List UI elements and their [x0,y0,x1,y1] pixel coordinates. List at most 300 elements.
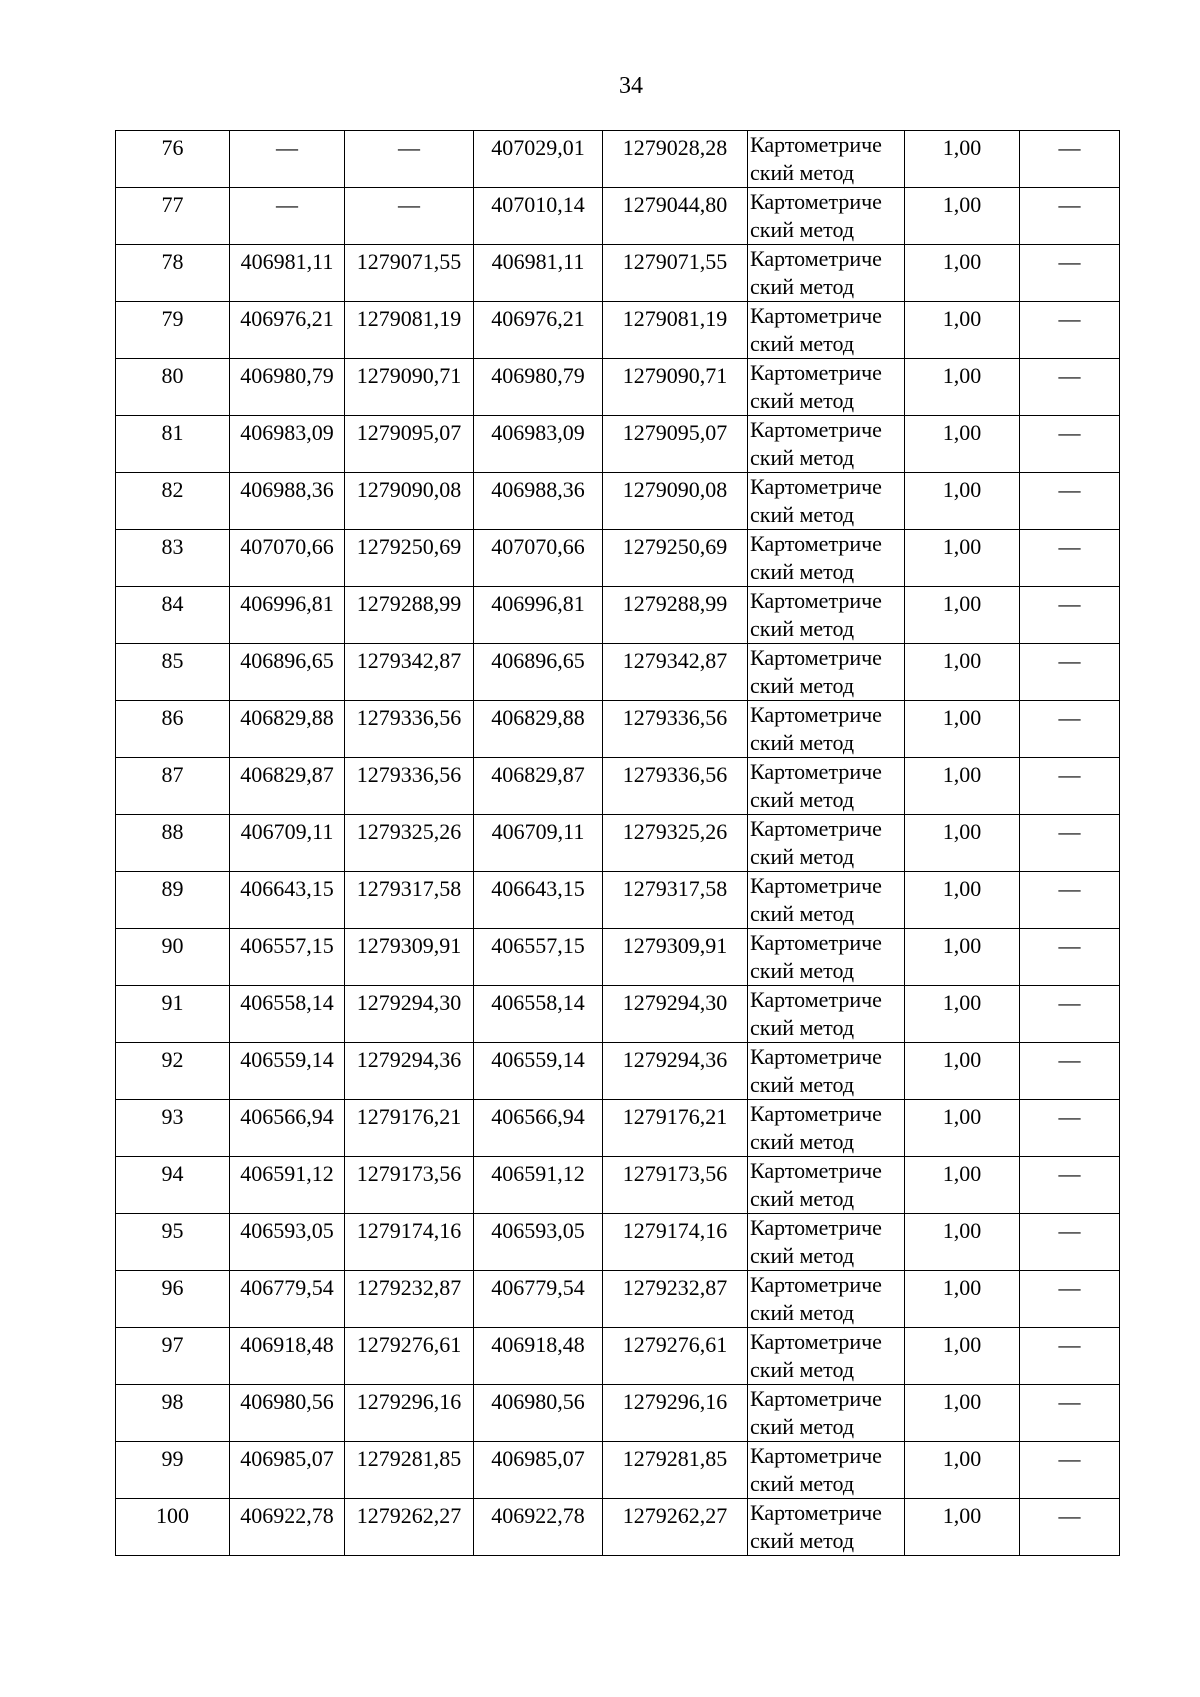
old-y-cell [345,245,474,302]
new-y-cell [603,131,748,188]
cell-value: 1279095,07 [356,420,462,445]
new-x-cell [474,473,603,530]
old-x-cell [230,1328,345,1385]
cell-value: 406983,09 [240,420,334,445]
point-number-cell [116,587,230,644]
old-x-cell [230,644,345,701]
method-cell [748,245,905,302]
point-number-cell [116,872,230,929]
cell-value: 406643,15 [491,876,585,901]
new-y-cell [603,587,748,644]
accuracy-cell [905,1385,1020,1442]
old-y-cell [345,1271,474,1328]
accuracy-cell [905,359,1020,416]
cell-value: 406566,94 [491,1104,585,1129]
accuracy-cell [905,131,1020,188]
cell-value: — [1058,363,1081,388]
new-x-cell [474,815,603,872]
old-x-cell [230,1271,345,1328]
point-number-cell [116,1499,230,1556]
accuracy-cell [905,701,1020,758]
method-cell [748,131,905,188]
new-y-cell [603,1043,748,1100]
cell-value: — [1058,135,1081,160]
new-y-cell [603,416,748,473]
cell-value: — [1058,990,1081,1015]
table-row [116,929,1120,986]
old-x-cell [230,302,345,359]
new-y-cell [603,1442,748,1499]
cell-value: — [1058,1161,1081,1186]
note-cell [1020,1100,1120,1157]
cell-value: — [1058,1332,1081,1357]
new-y-cell [603,188,748,245]
cell-value: 406829,88 [240,705,334,730]
cell-value: 100 [156,1503,189,1528]
cell-value: 406922,78 [240,1503,334,1528]
cell-value: 1,00 [942,705,982,730]
new-x-cell [474,359,603,416]
method-cell [748,1157,905,1214]
old-y-cell [345,701,474,758]
table-row [116,416,1120,473]
method-text-line: Картометриче [750,987,882,1012]
cell-value: 91 [161,990,184,1015]
cell-value: 406593,05 [491,1218,585,1243]
accuracy-cell [905,986,1020,1043]
cell-value: 406980,56 [491,1389,585,1414]
old-y-cell [345,1442,474,1499]
cell-value: 406557,15 [491,933,585,958]
table-row [116,701,1120,758]
method-text-line: ский метод [750,160,855,185]
cell-value: 1,00 [942,990,982,1015]
cell-value: 406985,07 [240,1446,334,1471]
note-cell [1020,245,1120,302]
accuracy-cell [905,473,1020,530]
old-x-cell [230,416,345,473]
accuracy-cell [905,188,1020,245]
old-x-cell [230,131,345,188]
cell-value: 1279281,85 [622,1446,728,1471]
accuracy-cell [905,872,1020,929]
method-text-line: Картометриче [750,588,882,613]
cell-value: — [1058,1389,1081,1414]
method-cell [748,929,905,986]
cell-value: 1279317,58 [622,876,728,901]
cell-value: 406558,14 [240,990,334,1015]
method-text-line: ский метод [750,1357,855,1382]
old-y-cell [345,1100,474,1157]
new-x-cell [474,245,603,302]
cell-value: 1279174,16 [356,1218,462,1243]
cell-value: 1,00 [942,1275,982,1300]
method-text-line: ский метод [750,958,855,983]
method-text-line: ский метод [750,1528,855,1553]
new-y-cell [603,1328,748,1385]
old-y-cell [345,1214,474,1271]
new-x-cell [474,1157,603,1214]
new-x-cell [474,188,603,245]
old-x-cell [230,1043,345,1100]
method-text-line: ский метод [750,1414,855,1439]
cell-value: 1279294,36 [622,1047,728,1072]
old-y-cell [345,302,474,359]
cell-value: 1279294,36 [356,1047,462,1072]
cell-value: 1279325,26 [622,819,728,844]
point-number-cell [116,131,230,188]
cell-value: 1279262,27 [356,1503,462,1528]
cell-value: — [1058,648,1081,673]
new-y-cell [603,758,748,815]
cell-value: 1279173,56 [622,1161,728,1186]
method-cell [748,530,905,587]
old-y-cell [345,473,474,530]
method-text-line: ский метод [750,502,855,527]
note-cell [1020,1271,1120,1328]
cell-value: 1279090,08 [622,477,728,502]
cell-value: — [1058,1047,1081,1072]
new-y-cell [603,1385,748,1442]
old-x-cell [230,1385,345,1442]
old-y-cell [345,872,474,929]
new-y-cell [603,302,748,359]
cell-value: 1,00 [942,477,982,502]
cell-value: — [1058,1104,1081,1129]
new-y-cell [603,1157,748,1214]
method-text-line: ский метод [750,1072,855,1097]
table-row [116,1385,1120,1442]
new-x-cell [474,1214,603,1271]
method-text-line: ский метод [750,1129,855,1154]
accuracy-cell [905,758,1020,815]
note-cell [1020,1043,1120,1100]
cell-value: — [1058,705,1081,730]
cell-value: 1279294,30 [622,990,728,1015]
method-text-line: Картометриче [750,645,882,670]
cell-value: 82 [161,477,184,502]
method-cell [748,1499,905,1556]
cell-value: 1,00 [942,648,982,673]
cell-value: 1279317,58 [356,876,462,901]
note-cell [1020,701,1120,758]
method-text-line: Картометриче [750,702,882,727]
method-text-line: Картометриче [750,930,882,955]
note-cell [1020,530,1120,587]
method-cell [748,815,905,872]
method-cell [748,188,905,245]
new-x-cell [474,1100,603,1157]
new-y-cell [603,473,748,530]
cell-value: 92 [161,1047,184,1072]
cell-value: 406591,12 [240,1161,334,1186]
table-row [116,530,1120,587]
cell-value: 407070,66 [240,534,334,559]
new-y-cell [603,1499,748,1556]
method-text-line: Картометриче [750,246,882,271]
note-cell [1020,929,1120,986]
table-row [116,302,1120,359]
cell-value: 81 [161,420,184,445]
method-text-line: Картометриче [750,303,882,328]
method-cell [748,1214,905,1271]
table-row [116,245,1120,302]
cell-value: 406709,11 [491,819,585,844]
method-cell [748,302,905,359]
cell-value: 406709,11 [240,819,334,844]
cell-value: 1279336,56 [622,762,728,787]
new-y-cell [603,1214,748,1271]
method-cell [748,758,905,815]
cell-value: 1,00 [942,1389,982,1414]
cell-value: 1279028,28 [622,135,728,160]
point-number-cell [116,1214,230,1271]
cell-value: 406593,05 [240,1218,334,1243]
table-row [116,872,1120,929]
table-row [116,1043,1120,1100]
method-text-line: ский метод [750,445,855,470]
cell-value: 1279276,61 [622,1332,728,1357]
cell-value: 1279342,87 [356,648,462,673]
method-text-line: Картометриче [750,1101,882,1126]
point-number-cell [116,1442,230,1499]
table-row [116,1157,1120,1214]
table-row [116,188,1120,245]
old-x-cell [230,758,345,815]
cell-value: 406896,65 [491,648,585,673]
cell-value: 1279232,87 [622,1275,728,1300]
cell-value: — [1058,477,1081,502]
cell-value: 1,00 [942,1047,982,1072]
cell-value: 406996,81 [240,591,334,616]
cell-value: 406557,15 [240,933,334,958]
method-cell [748,1328,905,1385]
table-row [116,131,1120,188]
accuracy-cell [905,1271,1020,1328]
method-text-line: Картометриче [750,417,882,442]
method-text-line: Картометриче [750,759,882,784]
method-text-line: Картометриче [750,1215,882,1240]
table-row [116,986,1120,1043]
new-y-cell [603,359,748,416]
cell-value: 93 [161,1104,184,1129]
cell-value: 406829,87 [491,762,585,787]
new-x-cell [474,1271,603,1328]
cell-value: 1279232,87 [356,1275,462,1300]
new-y-cell [603,1100,748,1157]
note-cell [1020,1157,1120,1214]
old-x-cell [230,188,345,245]
cell-value: 98 [161,1389,184,1414]
method-text-line: Картометриче [750,132,882,157]
method-text-line: Картометриче [750,1500,882,1525]
new-x-cell [474,416,603,473]
old-x-cell [230,1214,345,1271]
table-row [116,758,1120,815]
cell-value: — [1058,591,1081,616]
point-number-cell [116,245,230,302]
method-cell [748,473,905,530]
cell-value: 1279296,16 [622,1389,728,1414]
old-x-cell [230,587,345,644]
cell-value: 406980,56 [240,1389,334,1414]
cell-value: 1279250,69 [622,534,728,559]
cell-value: 88 [161,819,184,844]
cell-value: 1279294,30 [356,990,462,1015]
cell-value: 1279090,08 [356,477,462,502]
note-cell [1020,359,1120,416]
method-text-line: Картометриче [750,360,882,385]
cell-value: 1279309,91 [356,933,462,958]
point-number-cell [116,359,230,416]
accuracy-cell [905,815,1020,872]
old-x-cell [230,1100,345,1157]
method-text-line: Картометриче [750,816,882,841]
cell-value: — [1058,876,1081,901]
method-text-line: Картометриче [750,1443,882,1468]
old-y-cell [345,815,474,872]
cell-value: — [1058,1218,1081,1243]
new-x-cell [474,131,603,188]
old-x-cell [230,530,345,587]
cell-value: 83 [161,534,184,559]
cell-value: 1279342,87 [622,648,728,673]
new-y-cell [603,986,748,1043]
method-text-line: ский метод [750,1300,855,1325]
point-number-cell [116,1328,230,1385]
cell-value: 1,00 [942,420,982,445]
cell-value: 1,00 [942,819,982,844]
cell-value: 89 [161,876,184,901]
accuracy-cell [905,587,1020,644]
cell-value: — [1058,249,1081,274]
accuracy-cell [905,644,1020,701]
old-x-cell [230,1157,345,1214]
new-x-cell [474,701,603,758]
new-y-cell [603,701,748,758]
cell-value: 406829,88 [491,705,585,730]
cell-value: 1,00 [942,1446,982,1471]
old-x-cell [230,701,345,758]
point-number-cell [116,986,230,1043]
cell-value: 1279336,56 [622,705,728,730]
new-y-cell [603,929,748,986]
note-cell [1020,644,1120,701]
cell-value: 406559,14 [491,1047,585,1072]
new-x-cell [474,1442,603,1499]
new-x-cell [474,530,603,587]
table-row [116,1499,1120,1556]
cell-value: 407029,01 [491,135,585,160]
cell-value: 406779,54 [240,1275,334,1300]
old-x-cell [230,359,345,416]
cell-value: — [276,135,298,160]
accuracy-cell [905,1157,1020,1214]
cell-value: 97 [161,1332,184,1357]
method-text-line: ский метод [750,331,855,356]
cell-value: 1279095,07 [622,420,728,445]
point-number-cell [116,416,230,473]
cell-value: 407070,66 [491,534,585,559]
table-body [116,131,1120,1556]
old-y-cell [345,758,474,815]
old-x-cell [230,986,345,1043]
cell-value: 1,00 [942,192,982,217]
cell-value: 1279296,16 [356,1389,462,1414]
cell-value: 406559,14 [240,1047,334,1072]
cell-value: 95 [161,1218,184,1243]
note-cell [1020,815,1120,872]
new-y-cell [603,530,748,587]
cell-value: 406558,14 [491,990,585,1015]
table-row [116,1214,1120,1271]
table-row [116,1100,1120,1157]
table-row [116,359,1120,416]
point-number-cell [116,644,230,701]
cell-value: 1279176,21 [622,1104,728,1129]
table-row [116,1442,1120,1499]
cell-value: 406985,07 [491,1446,585,1471]
method-cell [748,587,905,644]
cell-value: 1,00 [942,1161,982,1186]
method-text-line: Картометриче [750,1329,882,1354]
method-text-line: ский метод [750,844,855,869]
cell-value: 1279336,56 [356,762,462,787]
table-row [116,815,1120,872]
method-text-line: ский метод [750,559,855,584]
cell-value: 406566,94 [240,1104,334,1129]
method-cell [748,416,905,473]
new-y-cell [603,1271,748,1328]
cell-value: 406981,11 [240,249,334,274]
cell-value: — [398,192,420,217]
old-x-cell [230,245,345,302]
cell-value: 99 [161,1446,184,1471]
method-text-line: Картометриче [750,1158,882,1183]
cell-value: 407010,14 [491,192,585,217]
cell-value: 1279090,71 [356,363,462,388]
table-row [116,644,1120,701]
point-number-cell [116,701,230,758]
old-y-cell [345,986,474,1043]
new-x-cell [474,302,603,359]
cell-value: — [398,135,420,160]
method-cell [748,986,905,1043]
cell-value: 94 [161,1161,184,1186]
method-text-line: ский метод [750,1186,855,1211]
method-text-line: ский метод [750,787,855,812]
old-y-cell [345,1499,474,1556]
accuracy-cell [905,302,1020,359]
point-number-cell [116,473,230,530]
cell-value: 1,00 [942,876,982,901]
new-y-cell [603,644,748,701]
cell-value: 1,00 [942,1104,982,1129]
cell-value: 406976,21 [240,306,334,331]
cell-value: 78 [161,249,184,274]
method-text-line: ский метод [750,1243,855,1268]
cell-value: 1279071,55 [356,249,462,274]
cell-value: 1279174,16 [622,1218,728,1243]
new-x-cell [474,644,603,701]
new-y-cell [603,872,748,929]
cell-value: 1,00 [942,1503,982,1528]
method-text-line: Картометриче [750,1386,882,1411]
cell-value: 90 [161,933,184,958]
note-cell [1020,872,1120,929]
method-text-line: ский метод [750,901,855,926]
cell-value: — [1058,306,1081,331]
